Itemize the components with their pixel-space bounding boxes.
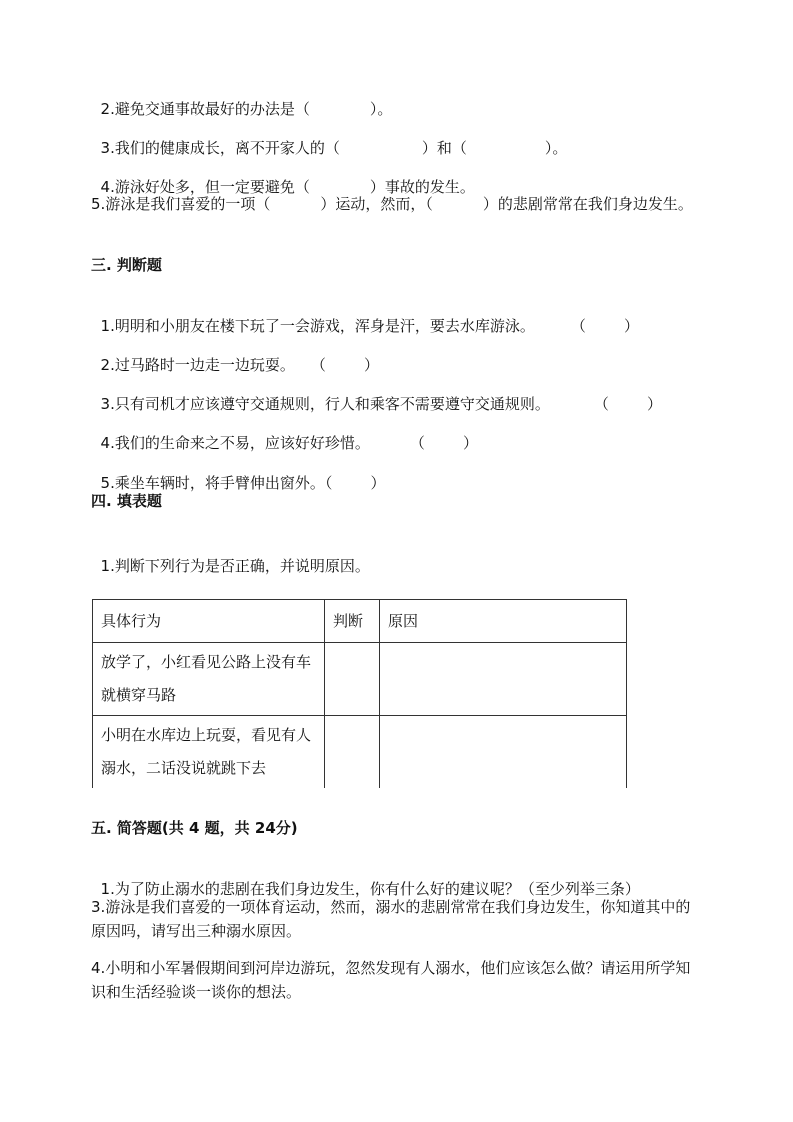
question-text: 避免交通事故最好的办法是（ [114,100,310,118]
question-text: 过马路时一边走一边玩耍。 [114,356,295,374]
answer-parentheses[interactable]: （ ） [310,356,380,374]
table-row [93,643,627,716]
question-text-mid: ）和（ [421,139,467,157]
answer-parentheses[interactable]: （ ） [593,395,663,413]
section-heading-judgement: 三. 判断题 [91,256,162,274]
short-answer-item-4 [91,956,703,1004]
question-text: 游泳好处多，但一定要避免（ [114,178,310,196]
question-number: 2. [100,356,115,374]
judge-item-5 [91,450,386,494]
judgement-cell[interactable] [325,716,380,789]
fill-question-3 [91,115,567,159]
behavior-cell: 放学了，小红看见公路上没有车就横穿马路 [93,643,325,716]
column-header-behavior: 具体行为 [93,600,325,643]
question-number: 1. [100,880,115,898]
behavior-cell: 小明在水库边上玩耍，看见有人溺水，二话没说就跳下去 [93,716,325,789]
question-number: 3. [100,139,115,157]
question-number: 2. [100,100,115,118]
question-text: 为了防止溺水的悲剧在我们身边发生，你有什么好的建议呢？（至少列举三条） [114,880,640,898]
answer-parentheses[interactable]: （ ） [324,474,386,492]
judgement-cell[interactable] [325,643,380,716]
question-number: 4. [91,959,106,977]
table-row [93,716,627,789]
question-text-mid: ）运动，然而，（ [320,195,433,213]
question-text: 游泳是我们喜爱的一项体育运动，然而，溺水的悲剧常常在我们身边发生，你知道其中的原因吗，请写出三种溺水原因。 [91,898,691,940]
table-question-1 [91,533,370,577]
question-text-end: ）事故的发生。 [369,178,475,196]
answer-parentheses[interactable]: （ ） [570,317,640,335]
question-text: 乘坐车辆时，将手臂伸出窗外。 [114,474,325,492]
question-number: 5. [100,474,115,492]
behavior-judgement-table [92,599,627,788]
question-text: 游泳是我们喜爱的一项（ [105,195,271,213]
judge-item-2 [91,332,379,376]
question-text-end: ）。 [369,100,393,118]
short-answer-item-1 [91,856,640,900]
judge-item-1 [91,293,639,337]
question-number: 3. [100,395,115,413]
question-number: 5. [91,195,106,213]
question-number: 4. [100,434,115,452]
reason-cell[interactable] [380,643,627,716]
question-text: 判断下列行为是否正确，并说明原因。 [114,557,370,575]
question-text-end: ）。 [544,139,568,157]
judge-item-3 [91,371,662,415]
question-text: 只有司机才应该遵守交通规则，行人和乘客不需要遵守交通规则。 [114,395,550,413]
judge-item-4 [91,410,478,454]
fill-question-5 [91,192,703,216]
question-text-end: ）的悲剧常常在我们身边发生。 [482,195,693,213]
answer-parentheses[interactable]: （ ） [409,434,479,452]
table-header-row [93,600,627,643]
question-text: 我们的健康成长，离不开家人的（ [114,139,340,157]
question-number: 1. [100,557,115,575]
question-number: 3. [91,898,106,916]
question-number: 4. [100,178,115,196]
section-heading-short-answer: 五. 简答题(共 4 题，共 24分) [91,819,298,837]
question-number: 1. [100,317,115,335]
short-answer-item-3 [91,895,703,943]
section-heading-table: 四. 填表题 [91,492,162,510]
question-text: 我们的生命来之不易，应该好好珍惜。 [114,434,370,452]
question-text: 小明和小军暑假期间到河岸边游玩，忽然发现有人溺水，他们应该怎么做？请运用所学知识和生活经验谈一谈你的想法。 [91,959,691,1001]
question-text: 明明和小朋友在楼下玩了一会游戏，浑身是汗，要去水库游泳。 [114,317,535,335]
column-header-judgement: 判断 [325,600,380,643]
fill-question-2 [91,76,392,120]
column-header-reason: 原因 [380,600,627,643]
reason-cell[interactable] [380,716,627,789]
